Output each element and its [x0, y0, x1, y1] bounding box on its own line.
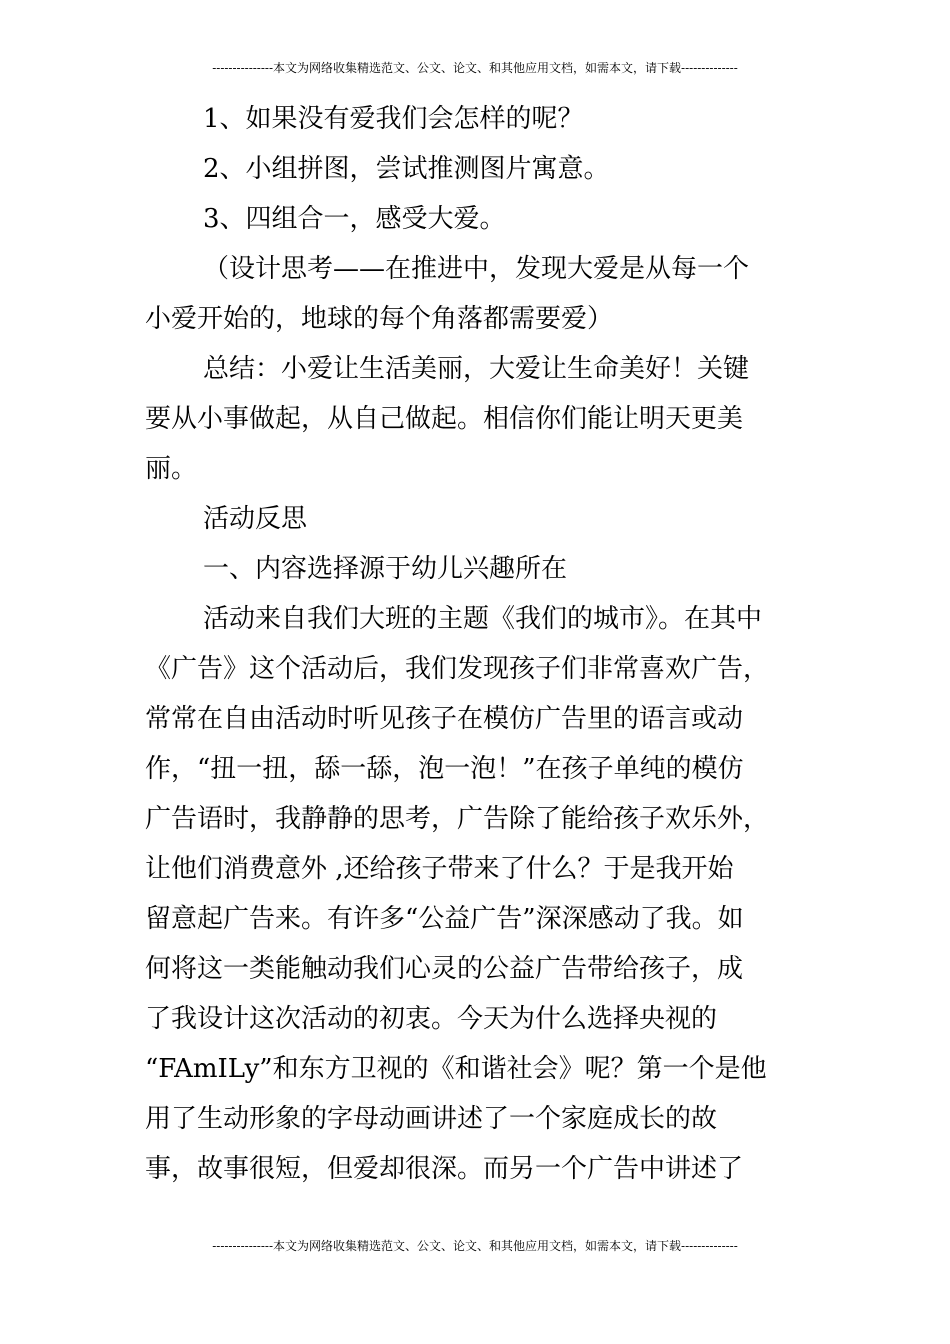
document-body	[145, 94, 810, 1194]
text-line: 总结：小爱让生活美丽，大爱让生命美好！关键	[203, 354, 750, 384]
text-line: 作，“扭一扭，舔一舔，泡一泡！”在孩子单纯的模仿	[145, 754, 744, 784]
text-line: 活动来自我们大班的主题《我们的城市》。在其中	[203, 604, 763, 634]
text-line: 事，故事很短，但爱却很深。而另一个广告中讲述了	[145, 1154, 744, 1184]
section-heading: 一、内容选择源于幼儿兴趣所在	[203, 554, 568, 584]
text-line: 何将这一类能触动我们心灵的公益广告带给孩子，成	[145, 954, 744, 984]
text-line: 要从小事做起，从自己做起。相信你们能让明天更美	[145, 404, 744, 434]
text-line: 留意起广告来。有许多“公益广告”深深感动了我。如	[145, 904, 744, 934]
text-line: 了我设计这次活动的初衷。今天为什么选择央视的	[145, 1004, 718, 1034]
section-heading: 活动反思	[203, 504, 308, 534]
text-line: 让他们消费意外 ,还给孩子带来了什么？于是我开始	[145, 854, 734, 884]
footer-banner: ---------------本文为网络收集精选范文、公文、论文、和其他应用文档，如需本文，请下载--------------	[212, 1239, 738, 1253]
text-line: 常常在自由活动时听见孩子在模仿广告里的语言或动	[145, 704, 744, 734]
text-line: 用了生动形象的字母动画讲述了一个家庭成长的故	[145, 1104, 718, 1134]
text-line: 1、如果没有爱我们会怎样的呢？	[203, 104, 584, 134]
header-banner: ---------------本文为网络收集精选范文、公文、论文、和其他应用文档，如需本文，请下载--------------	[212, 61, 738, 75]
text-line: （设计思考——在推进中，发现大爱是从每一个	[203, 254, 750, 284]
text-line: 广告语时，我静静的思考，广告除了能给孩子欢乐外，	[145, 804, 770, 834]
text-line: 丽。	[145, 454, 198, 484]
text-line: “FAmILy”和东方卫视的《和谐社会》呢？第一个是他	[145, 1054, 767, 1084]
text-line: 3、四组合一，感受大爱。	[203, 204, 506, 234]
text-line: 2、小组拼图，尝试推测图片寓意。	[203, 154, 610, 184]
text-line: 《广告》这个活动后，我们发现孩子们非常喜欢广告，	[145, 654, 770, 684]
text-line: 小爱开始的，地球的每个角落都需要爱）	[145, 304, 614, 334]
